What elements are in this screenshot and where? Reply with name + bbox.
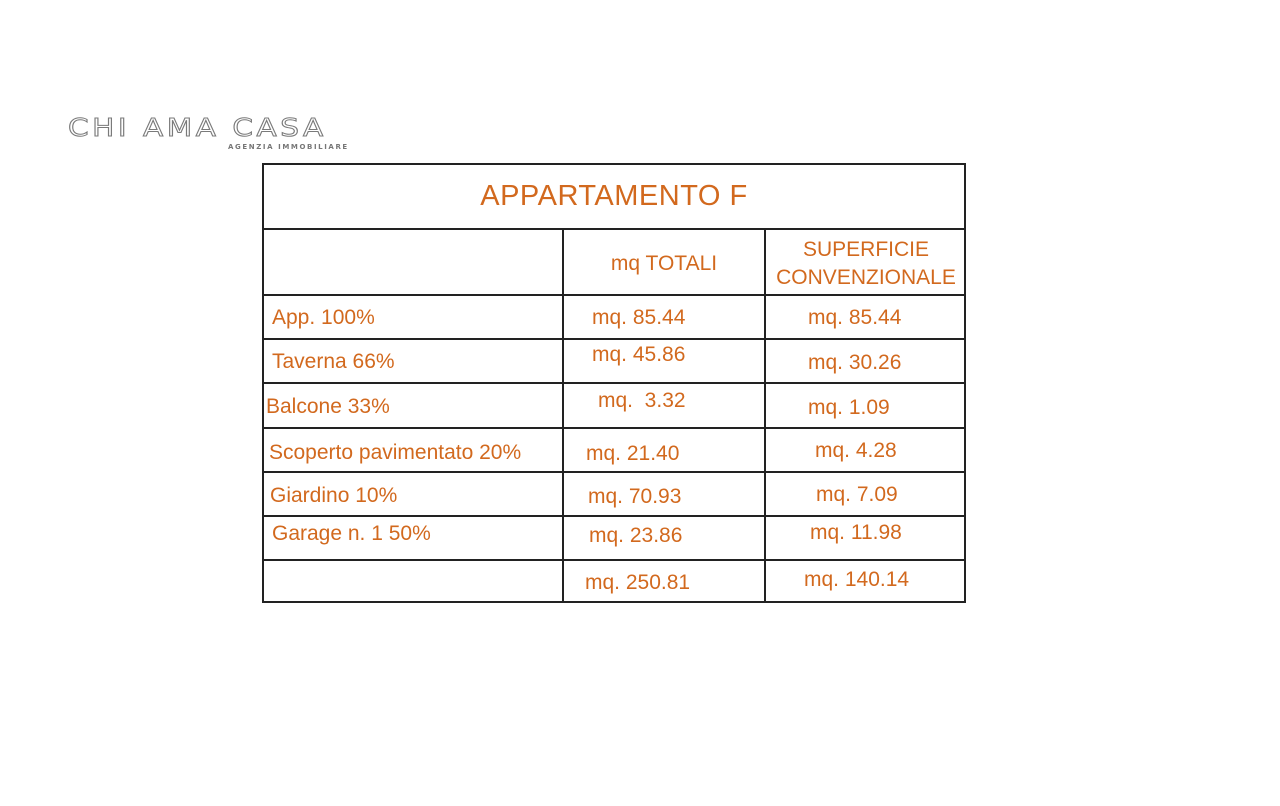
row-superficie: mq. 11.98 bbox=[810, 521, 902, 544]
row-label: Scoperto pavimentato 20% bbox=[269, 441, 522, 464]
row-mq-totali: mq. 21.40 bbox=[586, 442, 680, 465]
row-mq-totali: mq. 23.86 bbox=[589, 524, 683, 547]
header-superficie: SUPERFICIE bbox=[802, 238, 930, 261]
row-divider bbox=[264, 471, 964, 473]
row-divider bbox=[264, 382, 964, 384]
header-mq-totali: mq TOTALI bbox=[610, 252, 718, 275]
header-superficie-convenzionale bbox=[766, 236, 966, 292]
row-mq-totali: mq. 3.32 bbox=[598, 389, 686, 412]
row-divider bbox=[264, 294, 964, 296]
row-mq-totali: mq. 45.86 bbox=[592, 343, 686, 366]
row-label: App. 100% bbox=[272, 306, 375, 329]
table-title: APPARTAMENTO F bbox=[480, 180, 748, 212]
totals-superficie: mq. 140.14 bbox=[804, 568, 910, 591]
row-divider bbox=[264, 515, 964, 517]
area-table bbox=[262, 163, 966, 603]
row-superficie: mq. 4.28 bbox=[815, 439, 897, 462]
agency-logo bbox=[68, 114, 368, 154]
logo-tagline: AGENZIA IMMOBILIARE bbox=[228, 143, 349, 151]
row-divider bbox=[264, 559, 964, 561]
row-label: Giardino 10% bbox=[270, 484, 398, 507]
row-divider bbox=[264, 338, 964, 340]
row-label: Garage n. 1 50% bbox=[272, 522, 431, 545]
table-title-row bbox=[264, 165, 964, 230]
row-superficie: mq. 1.09 bbox=[808, 396, 890, 419]
logo-name: CHI AMA CASA bbox=[68, 113, 327, 142]
header-convenzionale: CONVENZIONALE bbox=[776, 266, 956, 289]
row-superficie: mq. 85.44 bbox=[808, 306, 902, 329]
row-mq-totali: mq. 70.93 bbox=[588, 485, 682, 508]
row-superficie: mq. 7.09 bbox=[816, 483, 898, 506]
row-mq-totali: mq. 85.44 bbox=[592, 306, 686, 329]
row-label: Taverna 66% bbox=[272, 350, 395, 373]
totals-mq-totali: mq. 250.81 bbox=[585, 571, 691, 594]
column-divider bbox=[562, 230, 564, 601]
row-divider bbox=[264, 427, 964, 429]
row-label: Balcone 33% bbox=[266, 395, 390, 418]
table-grid bbox=[264, 230, 964, 601]
row-superficie: mq. 30.26 bbox=[808, 351, 902, 374]
